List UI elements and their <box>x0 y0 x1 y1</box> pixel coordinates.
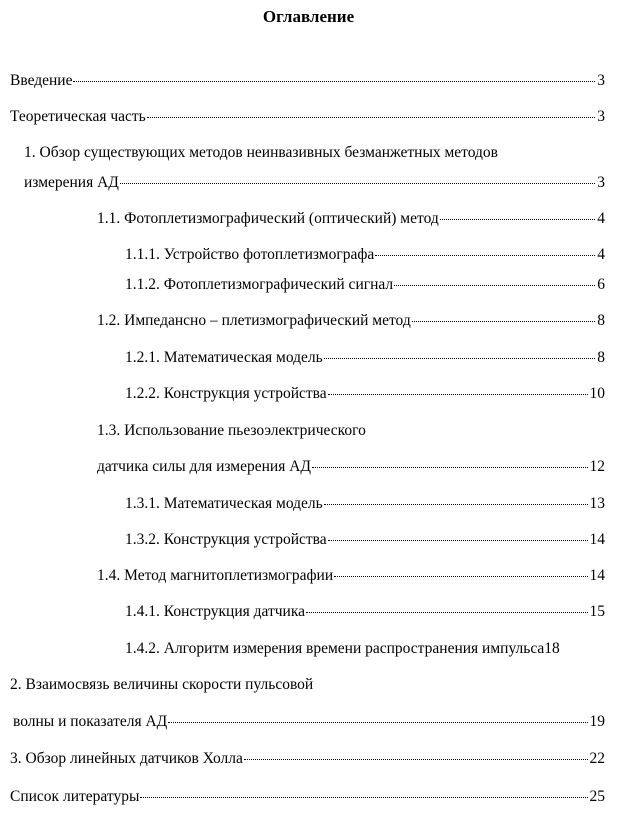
dot-leader <box>412 320 596 322</box>
dot-leader <box>73 80 595 82</box>
toc-entry-1-3-1 <box>125 494 605 514</box>
toc-page-number: 8 <box>597 349 605 366</box>
toc-entry-text: 1.3.2. Конструкция устройства <box>125 531 327 548</box>
dot-leader <box>147 116 596 118</box>
toc-page-number: 4 <box>597 210 605 227</box>
document-title: Оглавление <box>262 7 355 26</box>
toc-entry-text: 1.4.2. Алгоритм измерения времени распространения импульса <box>125 640 545 657</box>
toc-page-number: 19 <box>589 713 605 730</box>
toc-page-number: 10 <box>589 385 605 402</box>
toc-entry-text: измерения АД <box>24 174 119 191</box>
toc-page-number: 4 <box>597 246 605 263</box>
toc-entry-1-2 <box>97 311 605 331</box>
toc-entry-1-2-1 <box>125 348 605 368</box>
toc-entry-1-2-2 <box>125 384 605 404</box>
toc-entry-1-1-1 <box>125 245 605 265</box>
toc-page-number: 6 <box>597 276 605 293</box>
dot-leader <box>324 357 596 359</box>
toc-entry-text: 1.3.1. Математическая модель <box>125 495 323 512</box>
toc-page-number: 25 <box>589 788 605 805</box>
toc-entry-1-4-1 <box>125 602 605 622</box>
toc-entry-text: датчика силы для измерения АД <box>97 458 311 475</box>
dot-leader <box>120 182 595 184</box>
toc-entry-text: 1.2. Импедансно – плетизмографический метод <box>97 312 411 329</box>
toc-entry-section-3 <box>10 749 605 769</box>
toc-page-number: 3 <box>597 72 605 89</box>
toc-entry-text: Введение <box>10 72 73 89</box>
toc-entry-text: 1.1.1. Устройство фотоплетизмографа <box>125 246 375 263</box>
toc-entry-text: 3. Обзор линейных датчиков Холла <box>10 750 243 767</box>
toc-entry-text: 1.4. Метод магнитоплетизмографии <box>97 567 334 584</box>
toc-page-number: 13 <box>589 495 605 512</box>
toc-entry-text: Теоретическая часть <box>10 108 146 125</box>
toc-entry-text: 1.2.1. Математическая модель <box>125 349 323 366</box>
toc-page-number: 8 <box>597 312 605 329</box>
toc-page-number: 12 <box>589 458 605 475</box>
dot-leader <box>328 393 588 395</box>
toc-entry-theory <box>10 107 605 127</box>
dot-leader <box>140 796 587 798</box>
toc-entry-1-4 <box>97 566 605 586</box>
toc-entry-text: волны и показателя АД <box>13 713 168 730</box>
toc-page-number: 14 <box>589 531 605 548</box>
toc-entry-text: 1.1.2. Фотоплетизмографический сигнал <box>125 276 394 293</box>
toc-page-number: 3 <box>597 174 605 191</box>
toc-entry-text: 1.1. Фотоплетизмографический (оптический) метод <box>97 210 439 227</box>
toc-page-number: 3 <box>597 108 605 125</box>
toc-entry-1-3-2 <box>125 530 605 550</box>
toc-entry-section-2-line1: 2. Взаимосвязь величины скорости пульсовой <box>10 676 314 693</box>
dot-leader <box>375 254 595 256</box>
dot-leader <box>168 721 587 723</box>
toc-entry-text: Список литературы <box>10 788 140 805</box>
dot-leader <box>440 218 595 220</box>
toc-entry-text: 1.4.1. Конструкция датчика <box>125 603 306 620</box>
toc-entry-section-1-line2 <box>24 173 605 193</box>
toc-entry-1-1-2 <box>125 275 605 295</box>
toc-page-number: 15 <box>589 603 605 620</box>
toc-entry-references <box>10 787 605 807</box>
dot-leader <box>394 284 595 286</box>
dot-leader <box>306 611 587 613</box>
toc-entry-section-1-line1: 1. Обзор существующих методов неинвазивных безманжетных методов <box>24 144 498 161</box>
dot-leader <box>334 575 587 577</box>
toc-page-number: 22 <box>589 750 605 767</box>
toc-entry-section-2-line2 <box>13 712 605 732</box>
toc-entry-text: 1.2.2. Конструкция устройства <box>125 385 327 402</box>
dot-leader <box>328 539 588 541</box>
toc-entry-1-3-line2 <box>97 457 605 477</box>
dot-leader <box>244 758 588 760</box>
toc-page-number: 14 <box>589 567 605 584</box>
toc-entry-1-4-2 <box>125 639 609 659</box>
toc-entry-1-3-line1: 1.3. Использование пьезоэлектрического <box>97 422 366 439</box>
toc-page-number: 18 <box>544 640 560 657</box>
dot-leader <box>324 503 588 505</box>
toc-entry-intro <box>10 71 605 91</box>
toc-entry-1-1 <box>97 209 605 229</box>
dot-leader <box>312 466 588 468</box>
